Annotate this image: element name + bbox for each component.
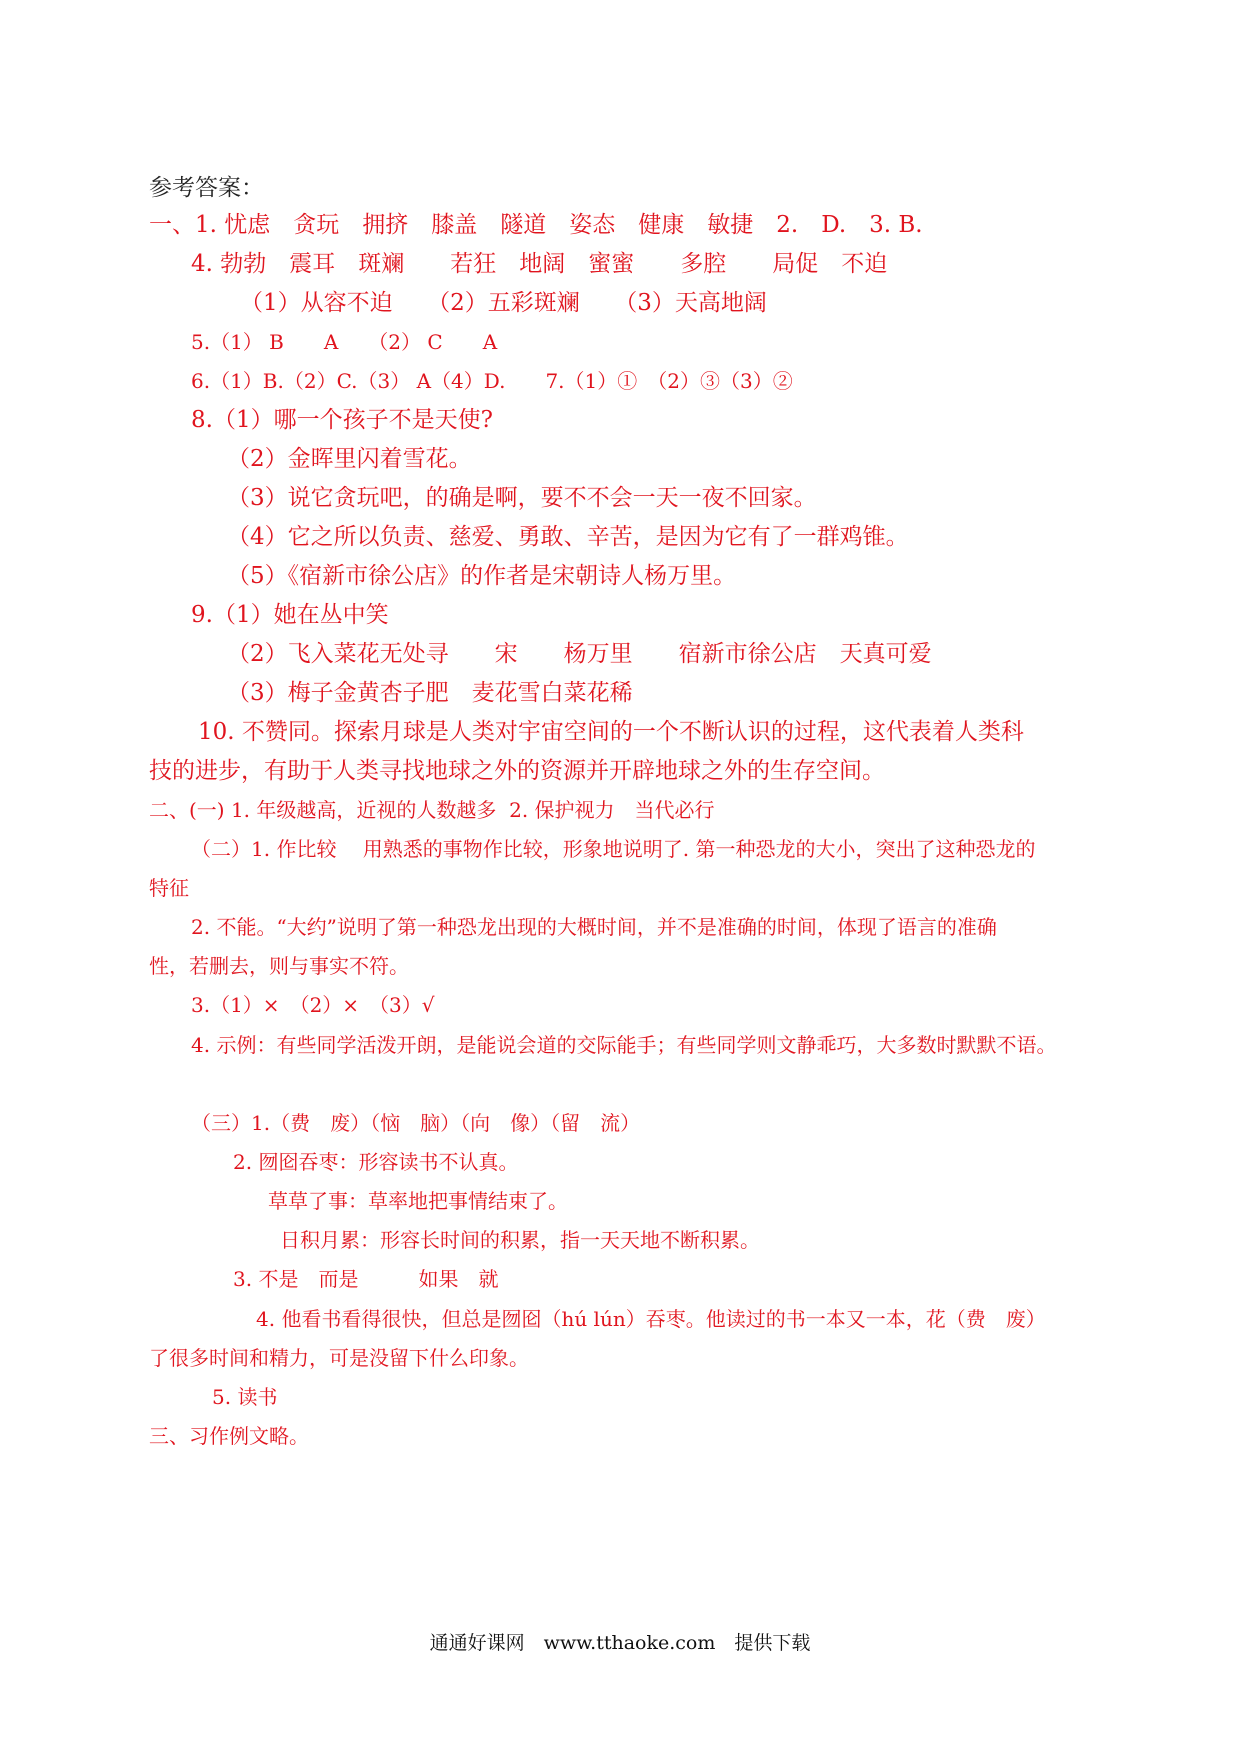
answer-line: 了很多时间和精力，可是没留下什么印象。 (149, 1346, 529, 1370)
answer-line: （5）《宿新市徐公店》的作者是宋朝诗人杨万里。 (227, 563, 737, 589)
answer-line: 10. 不赞同。探索月球是人类对宇宙空间的一个不断认识的过程，这代表着人类科 (198, 719, 1024, 745)
answer-line: （4）它之所以负责、慈爱、勇敢、辛苦，是因为它有了一群鸡锥。 (227, 524, 909, 550)
answer-line: （三）1.（费 废）（恼 脑）（向 像）（留 流） (191, 1111, 641, 1135)
answer-line: 6.（1）B.（2）C.（3） A（4）D. 7.（1）① （2）③（3）② (191, 369, 793, 393)
answer-line: （二）1. 作比较 用熟悉的事物作比较，形象地说明了. 第一种恐龙的大小，突出了这种恐龙的 (191, 837, 1036, 861)
answer-line: 一、1. 忧虑 贪玩 拥挤 膝盖 隧道 姿态 健康 敏捷 2. D. 3. B. (149, 212, 923, 238)
answer-line: （2）飞入菜花无处寻 宋 杨万里 宿新市徐公店 天真可爱 (227, 641, 932, 667)
answer-line: 4. 勃勃 震耳 斑斓 若狂 地阔 蜜蜜 多腔 局促 不迫 (191, 251, 888, 277)
answer-line: 2. 囫囵吞枣：形容读书不认真。 (233, 1150, 519, 1174)
answer-line: 技的进步，有助于人类寻找地球之外的资源并开辟地球之外的生存空间。 (149, 758, 885, 784)
answer-line: 草草了事：草率地把事情结束了。 (268, 1189, 568, 1213)
answer-line: 4. 他看书看得很快，但总是囫囵（hú lún）吞枣。他读过的书一本又一本，花（费 废） (256, 1307, 1046, 1331)
answer-line: 3. 不是 而是 如果 就 (233, 1267, 499, 1291)
answer-line: 2. 不能。“大约”说明了第一种恐龙出现的大概时间，并不是准确的时间，体现了语言的准确 (191, 915, 997, 939)
footer-credit: 通通好课网 www.tthaoke.com 提供下载 (429, 1632, 811, 1654)
answer-line: 三、习作例文略。 (149, 1424, 309, 1448)
answer-line: 5. 读书 (212, 1385, 278, 1409)
answer-line: 性，若删去，则与事实不符。 (149, 954, 409, 978)
answer-line: （2）金晖里闪着雪花。 (227, 446, 472, 472)
answer-line: 3.（1）× （2）× （3）√ (191, 993, 435, 1017)
answer-line: 日积月累：形容长时间的积累，指一天天地不断积累。 (280, 1228, 760, 1252)
page-title: 参考答案： (149, 175, 264, 201)
answer-line: 二、(一) 1. 年级越高，近视的人数越多 2. 保护视力 当代必行 (149, 798, 715, 822)
answer-line: （3）梅子金黄杏子肥 麦花雪白菜花稀 (227, 680, 633, 706)
answer-line: （3）说它贪玩吧，的确是啊，要不不会一天一夜不回家。 (227, 485, 817, 511)
answer-line: 特征 (149, 876, 189, 900)
answer-line: （1）从容不迫 （2）五彩斑斓 （3）天高地阔 (240, 290, 767, 316)
answer-line: 4. 示例：有些同学活泼开朗，是能说会道的交际能手；有些同学则文静乖巧，大多数时默默不语。 (191, 1033, 1057, 1057)
answer-line: 8.（1）哪一个孩子不是天使? (191, 407, 493, 433)
answer-line: 9.（1）她在丛中笑 (191, 602, 389, 628)
answer-line: 5.（1） B A （2） C A (191, 330, 498, 354)
